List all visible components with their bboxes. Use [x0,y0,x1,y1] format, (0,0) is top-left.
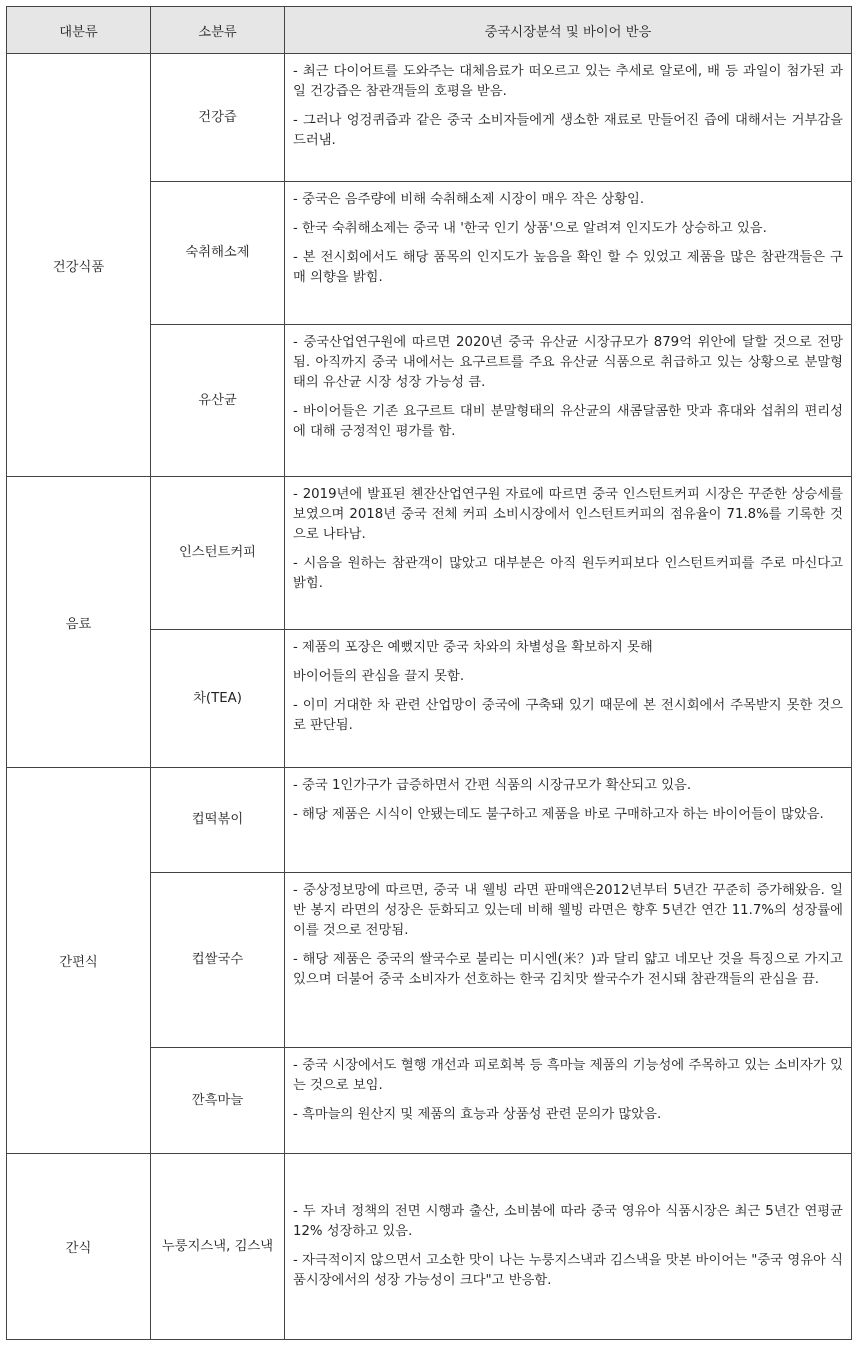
sub-category-cell: 차(TEA) [151,630,285,768]
analysis-paragraph: - 2019년에 발표된 쳰잔산업연구원 자료에 따르면 중국 인스턴트커피 시장은 꾸준한 상승세를 보였으며 2018년 중국 전체 커피 소비시장에서 인스턴트커피의 점유율이 71.8%를 기록한 것으로 나타남. [293,487,843,542]
major-category-cell: 간편식 [7,768,151,1154]
analysis-paragraph: - 해당 제품은 시식이 안됐는데도 불구하고 제품을 바로 구매하고자 하는 바이어들이 많았음. [293,807,824,822]
analysis-paragraph: - 중국 1인가구가 급증하면서 간편 식품의 시장규모가 확산되고 있음. [293,778,692,793]
table-row [7,54,852,182]
sub-category-cell: 인스턴트커피 [151,477,285,630]
sub-category-cell: 깐흑마늘 [151,1048,285,1154]
sub-category-cell: 숙취해소제 [151,182,285,325]
sub-category-cell: 컵쌀국수 [151,873,285,1048]
header-sub-category: 소분류 [151,7,285,54]
analysis-paragraph: - 한국 숙취해소제는 중국 내 '한국 인기 상품'으로 알려져 인지도가 상승하고 있음. [293,221,767,236]
market-analysis-table [6,6,852,1340]
analysis-cell [285,54,852,182]
analysis-paragraph: - 제품의 포장은 예뻤지만 중국 차와의 차별성을 확보하지 못해 [293,640,653,655]
analysis-paragraph: - 중국산업연구원에 따르면 2020년 중국 유산균 시장규모가 879억 위안에 달할 것으로 전망됨. 아직까지 중국 내에서는 요구르트를 주요 유산균 식품으로 취급하고 있는 상황으로 분말형태의 유산균 시장 성장 가능성 큼. [293,335,843,390]
analysis-paragraph: - 해당 제품은 중국의 쌀국수로 불리는 미시엔(米？)과 달리 얇고 네모난 것을 특징으로 가지고 있으며 더불어 중국 소비자가 선호하는 한국 김치맛 쌀국수가 전시돼 참관객들의 관심을 끔. [293,952,843,987]
analysis-cell [285,873,852,1048]
header-analysis: 중국시장분석 및 바이어 반응 [285,7,852,54]
major-category-cell: 음료 [7,477,151,768]
analysis-paragraph: - 중국 시장에서도 혈행 개선과 피로회복 등 흑마늘 제품의 기능성에 주목하고 있는 소비자가 있는 것으로 보임. [293,1058,843,1093]
header-row [7,7,852,54]
analysis-paragraph: - 바이어들은 기존 요구르트 대비 분말형태의 유산균의 새콤달콤한 맛과 휴대와 섭취의 편리성에 대해 긍정적인 평가를 함. [293,404,843,439]
sub-category-cell: 건강즙 [151,54,285,182]
header-major-category: 대분류 [7,7,151,54]
table-row [7,477,852,630]
analysis-cell [285,477,852,630]
analysis-paragraph: 바이어들의 관심을 끌지 못함. [293,669,465,684]
analysis-cell [285,768,852,873]
analysis-paragraph: - 그러나 엉겅퀴즙과 같은 중국 소비자들에게 생소한 재료로 만들어진 즙에 대해서는 거부감을 드러냄. [293,113,843,148]
analysis-cell [285,630,852,768]
analysis-paragraph: - 중상정보망에 따르면, 중국 내 웰빙 라면 판매액은2012년부터 5년간 꾸준히 증가해왔음. 일반 봉지 라면의 성장은 둔화되고 있는데 비해 웰빙 라면은 향후 5년간 연간 11.7%의 성장률에 이를 것으로 전망됨. [293,883,843,938]
analysis-paragraph: - 자극적이지 않으면서 고소한 맛이 나는 누룽지스낵과 김스낵을 맛본 바이어는 "중국 영유아 식품시장에서의 성장 가능성이 크다"고 반응함. [293,1253,843,1288]
sub-category-cell: 유산균 [151,325,285,477]
analysis-cell [285,182,852,325]
table-row [7,1154,852,1340]
analysis-paragraph: - 시음을 원하는 참관객이 많았고 대부분은 아직 원두커피보다 인스턴트커피를 주로 마신다고 밝힘. [293,556,843,591]
major-category-cell: 건강식품 [7,54,151,477]
analysis-cell [285,1048,852,1154]
analysis-paragraph: - 본 전시회에서도 해당 품목의 인지도가 높음을 확인 할 수 있었고 제품을 많은 참관객들은 구매 의향을 밝힘. [293,250,843,285]
major-category-cell: 간식 [7,1154,151,1340]
analysis-paragraph: - 흑마늘의 원산지 및 제품의 효능과 상품성 관련 문의가 많았음. [293,1107,662,1122]
sub-category-cell: 누룽지스낵, 김스낵 [151,1154,285,1340]
table-row [7,768,852,873]
analysis-cell [285,1154,852,1340]
analysis-cell [285,325,852,477]
analysis-paragraph: - 중국은 음주량에 비해 숙취해소제 시장이 매우 작은 상황임. [293,192,645,207]
sub-category-cell: 컵떡볶이 [151,768,285,873]
analysis-paragraph: - 최근 다이어트를 도와주는 대체음료가 떠오르고 있는 추세로 알로에, 배 등 과일이 첨가된 과일 건강즙은 참관객들의 호평을 받음. [293,64,843,99]
analysis-paragraph: - 두 자녀 정책의 전면 시행과 출산, 소비붐에 따라 중국 영유아 식품시장은 최근 5년간 연평균 12% 성장하고 있음. [293,1204,843,1239]
analysis-paragraph: - 이미 거대한 차 관련 산업망이 중국에 구축돼 있기 때문에 본 전시회에서 주목받지 못한 것으로 판단됨. [293,698,843,733]
